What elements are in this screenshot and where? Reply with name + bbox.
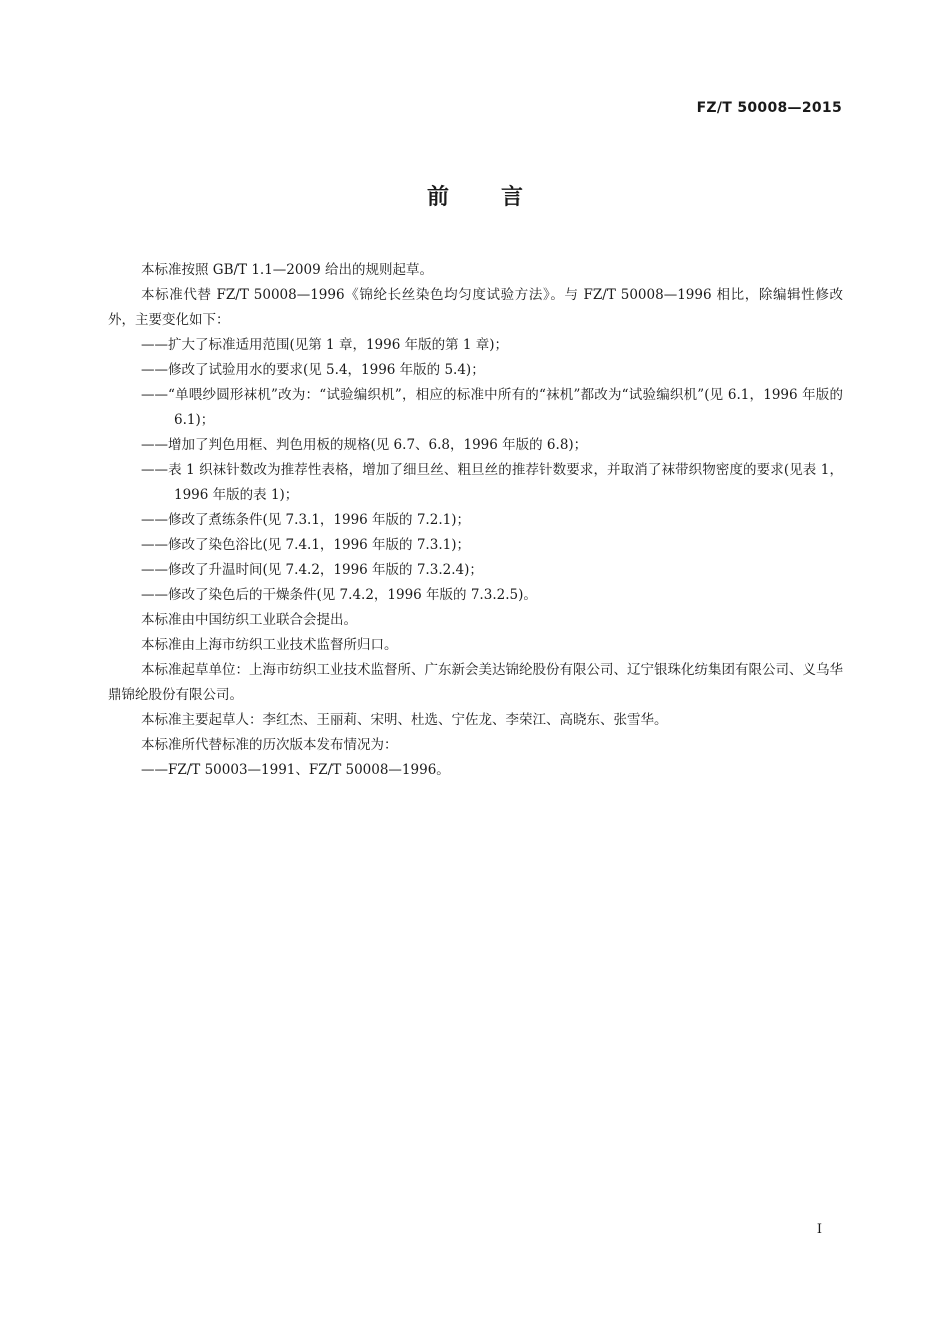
paragraph-drafting-rules: 本标准按照 GB/T 1.1—2009 给出的规则起草。 [141,262,433,278]
change-item: ——修改了煮练条件(见 7.3.1，1996 年版的 7.2.1)； [141,512,470,528]
change-item: ——修改了试验用水的要求(见 5.4，1996 年版的 5.4)； [141,362,485,378]
change-item: ——修改了染色后的干燥条件(见 7.4.2，1996 年版的 7.3.2.5)。 [141,587,537,603]
paragraph-replacement: 本标准代替 FZ/T 50008—1996《锦纶长丝染色均匀度试验方法》。与 FZ/T 50008—1996 相比，除编辑性修改外，主要变化如下： [108,287,843,328]
foreword-body [108,258,843,783]
paragraph-drafting-units: 本标准起草单位：上海市纺织工业技术监督所、广东新会美达锦纶股份有限公司、辽宁银珠化纺集团有限公司、义乌华鼎锦纶股份有限公司。 [108,662,843,703]
change-item: ——扩大了标准适用范围(见第 1 章，1996 年版的第 1 章)； [141,337,509,353]
change-item: ——“单喂纱圆形袜机”改为：“试验编织机”，相应的标准中所有的“袜机”都改为“试验编织机”(见 6.1，1996 年版的 6.1)； [141,387,843,428]
change-item: ——增加了判色用框、判色用板的规格(见 6.7、6.8，1996 年版的 6.8)； [141,437,588,453]
change-item: ——修改了升温时间(见 7.4.2，1996 年版的 7.3.2.4)； [141,562,483,578]
history-item: ——FZ/T 50003—1991、FZ/T 50008—1996。 [141,762,450,778]
page-title: 前言 [426,185,575,210]
paragraph-proposer: 本标准由中国纺织工业联合会提出。 [141,612,357,628]
page-number: I [816,1222,822,1237]
paragraph-history-intro: 本标准所代替标准的历次版本发布情况为： [141,737,398,753]
change-item: ——修改了染色浴比(见 7.4.1，1996 年版的 7.3.1)； [141,537,470,553]
standard-code: FZ/T 50008—2015 [696,100,842,116]
change-item: ——表 1 织袜针数改为推荐性表格，增加了细旦丝、粗旦丝的推荐针数要求，并取消了袜带织物密度的要求(见表 1，1996 年版的表 1)； [141,462,843,503]
paragraph-administrator: 本标准由上海市纺织工业技术监督所归口。 [141,637,398,653]
paragraph-drafters: 本标准主要起草人：李红杰、王丽莉、宋明、杜选、宁佐龙、李荣江、高晓东、张雪华。 [141,712,668,728]
